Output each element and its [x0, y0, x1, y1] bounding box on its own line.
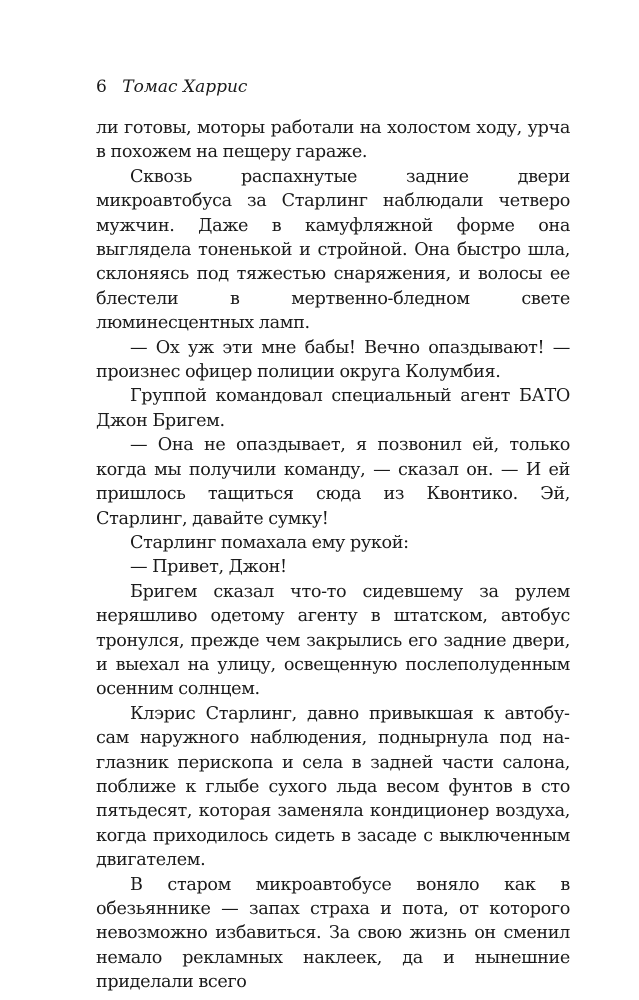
paragraph: Клэрис Старлинг, давно привыкшая к автобусам наружного наблюдения, поднырнула под наглазник перископа и села в задней части салона, поближе к глыбе сухого льда весом фунтов в сто пятьдесят, которая заменяла кондиционер воздуха, когда приходилось сидеть в засаде с выключенным двигателем. [96, 703, 570, 871]
paragraph: Старлинг помахала ему рукой: [130, 532, 409, 553]
paragraph: — Привет, Джон! [130, 557, 287, 578]
running-head [96, 76, 570, 98]
paragraph: Сквозь распахнутые задние двери микроавтобуса за Старлинг наблюдали четверо мужчин. Даже в камуфляжной форме она выглядела тоненькой и стройной. Она быстро шла, склоняясь под тяжестью снаряжения, и волосы ее блестели в мертвенно-бледном свете люминесцентных ламп. [96, 166, 570, 334]
page-number: 6 [96, 77, 107, 97]
paragraph: — Ох уж эти мне бабы! Вечно опаздывают! — произнес офицер полиции округа Колумбия. [96, 337, 570, 383]
paragraph: — Она не опаздывает, я позвонил ей, только когда мы получили команду, — сказал он. — И ей пришлось тащиться сюда из Квонтико. Эй, Старлинг, давайте сумку! [96, 435, 570, 529]
body-text [96, 116, 570, 995]
paragraph: ли готовы, моторы работали на холостом ходу, урча в похожем на пещеру гараже. [96, 118, 570, 163]
paragraph: Бригем сказал что-то сидевшему за рулем неряшливо одетому агенту в штатском, автобус тронулся, прежде чем закрылись его задние двери, и выехал на улицу, освещенную послеполуденным осенним солнцем. [96, 581, 570, 700]
paragraph: Группой командовал специальный агент БАТО Джон Бригем. [96, 386, 570, 431]
paragraph: В старом микроавтобусе воняло как в обезьяннике — запах страха и пота, от которого невозможно избавиться. За свою жизнь он сменил немало рекламных наклеек, да и нынешние приделали всего [96, 874, 570, 993]
running-head-author: Томас Харрис [122, 77, 248, 97]
book-page [96, 76, 570, 995]
